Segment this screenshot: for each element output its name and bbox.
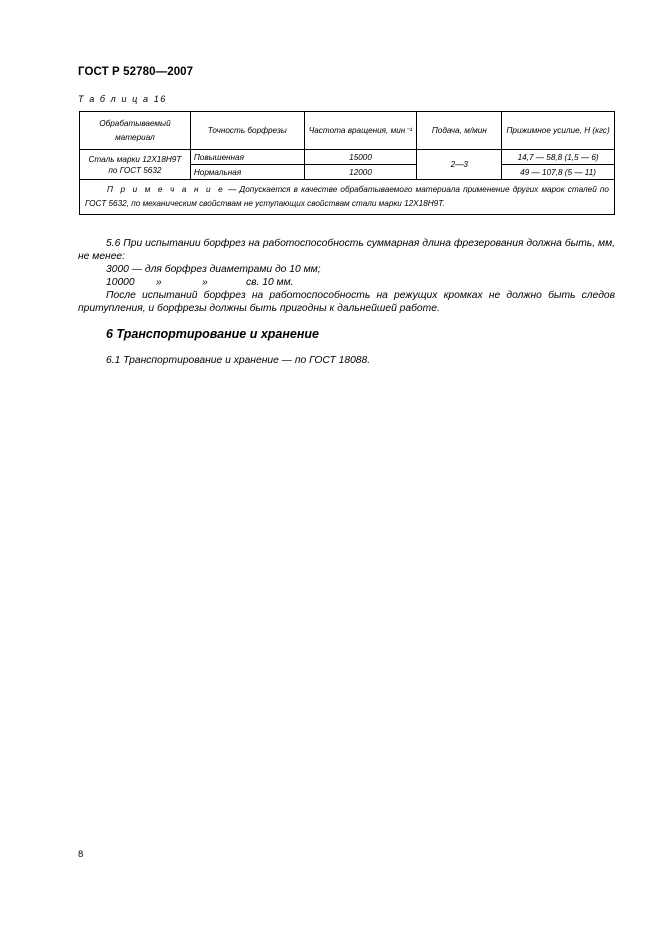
- column-header-material: Обрабатываемый материал: [80, 112, 191, 150]
- note-label: П р и м е ч а н и е: [107, 185, 225, 194]
- column-header-accuracy: Точность борфрезы: [190, 112, 304, 150]
- material-cell: Сталь марки 12Х18Н9Т по ГОСТ 5632: [80, 150, 191, 180]
- ditto-mark-1: »: [156, 277, 162, 288]
- ditto-mark-2: »: [202, 277, 208, 288]
- clause-5-6-after: После испытаний борфрез на работоспособность на режущих кромках не должно быть следов притупления, и борфрезы должны быть пригодны к дальнейшей работе.: [78, 290, 615, 314]
- table-caption: Т а б л и ц а 16: [78, 94, 167, 104]
- page-number: 8: [78, 849, 84, 860]
- line2-number: 10000: [106, 277, 135, 288]
- table-header-row: [80, 112, 615, 150]
- table-note-row: [80, 180, 615, 215]
- column-header-force: Прижимное усилие, Н (кгс): [502, 112, 615, 150]
- column-header-speed: Частота вращения, мин⁻¹: [304, 112, 417, 150]
- force-cell: 14,7 — 58,8 (1,5 — 6): [502, 150, 615, 165]
- table-note: [80, 180, 615, 215]
- line2-rest: св. 10 мм.: [246, 277, 294, 288]
- specification-table: [79, 111, 615, 215]
- section-6-title: 6 Транспортирование и хранение: [106, 327, 320, 341]
- clause-5-6-intro: 5.6 При испытании борфрез на работоспособность суммарная длина фрезерования должна быть, мм, не менее:: [78, 238, 615, 262]
- speed-cell: 15000: [304, 150, 417, 165]
- note-text: — Допускается в качестве обрабатываемого материала применение других марок сталей по ГОСТ 5632, по механическим свойствам не уступающих свойствам стали марки 12Х18Н9Т.: [85, 185, 609, 208]
- accuracy-cell: Повышенная: [190, 150, 304, 165]
- document-code: ГОСТ Р 52780—2007: [78, 66, 194, 78]
- clause-5-6-line-1: 3000 — для борфрез диаметрами до 10 мм;: [106, 264, 321, 275]
- clause-6-1: 6.1 Транспортирование и хранение — по ГОСТ 18088.: [106, 355, 371, 366]
- column-header-feed: Подача, м/мин: [417, 112, 502, 150]
- table-row: [80, 150, 615, 165]
- force-cell: 49 — 107,8 (5 — 11): [502, 165, 615, 180]
- clause-5-6-line-2: [106, 276, 366, 289]
- accuracy-cell: Нормальная: [190, 165, 304, 180]
- feed-cell: 2—3: [417, 150, 502, 180]
- speed-cell: 12000: [304, 165, 417, 180]
